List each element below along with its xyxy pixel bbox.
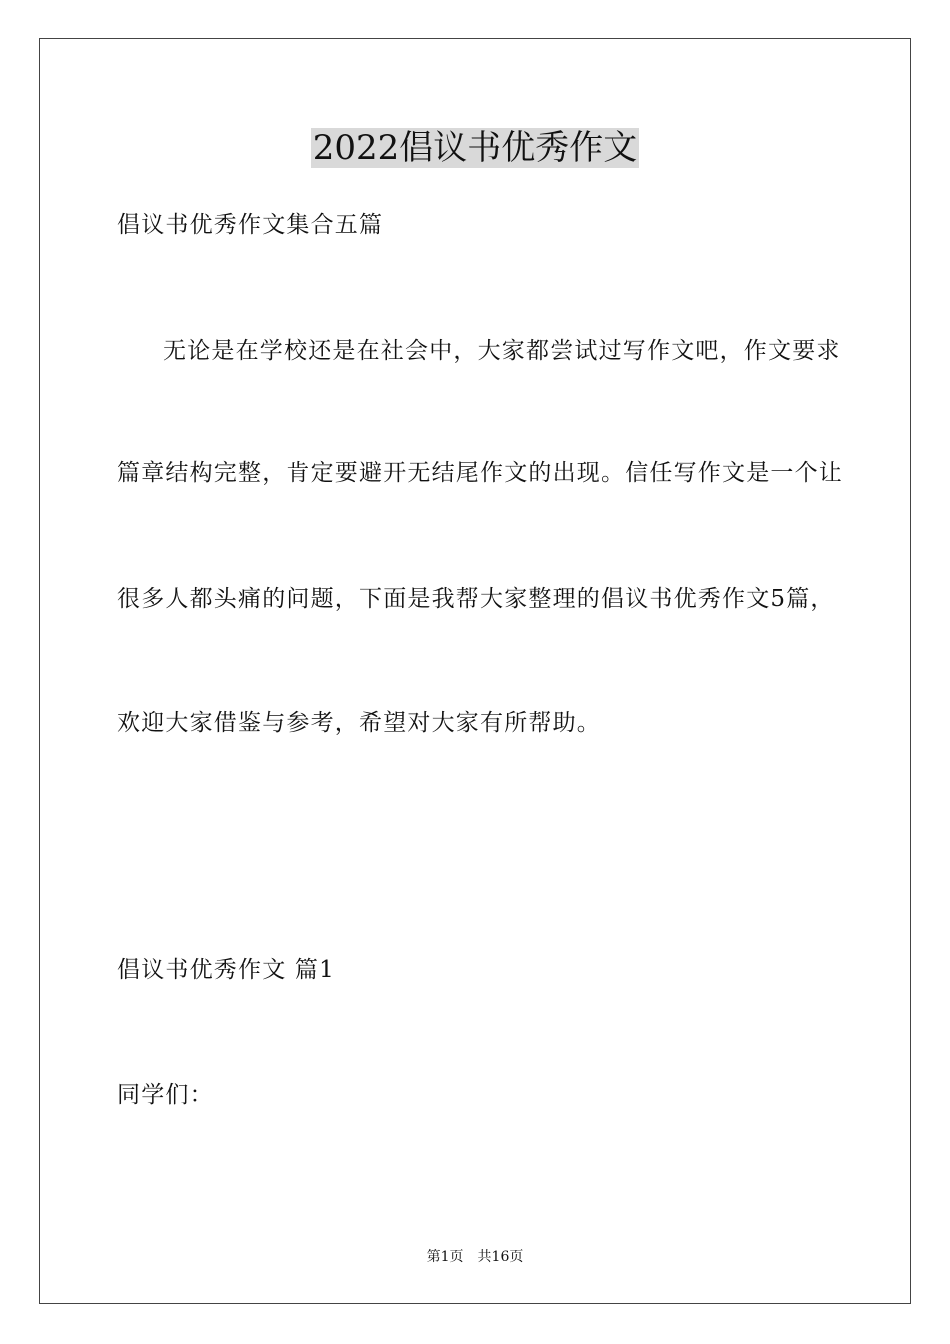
intro-line-2: 篇章结构完整，肯定要避开无结尾作文的出现。信任写作文是一个让: [117, 460, 843, 486]
page-footer: [0, 1248, 950, 1266]
intro-line-3: 很多人都头痛的问题，下面是我帮大家整理的倡议书优秀作文5篇，: [117, 586, 835, 612]
intro-line-4: 欢迎大家借鉴与参考，希望对大家有所帮助。: [117, 710, 601, 736]
intro-line-1: 无论是在学校还是在社会中，大家都尝试过写作文吧，作文要求: [163, 338, 841, 364]
title-text: 2022倡议书优秀作文: [312, 128, 638, 168]
page-number-current: 第1页: [426, 1249, 464, 1265]
document-subtitle: 倡议书优秀作文集合五篇: [117, 212, 384, 238]
section-heading: 倡议书优秀作文 篇1: [117, 957, 335, 983]
document-title: [0, 128, 950, 168]
page-number-total: 共16页: [477, 1249, 524, 1265]
greeting: 同学们：: [117, 1082, 214, 1108]
